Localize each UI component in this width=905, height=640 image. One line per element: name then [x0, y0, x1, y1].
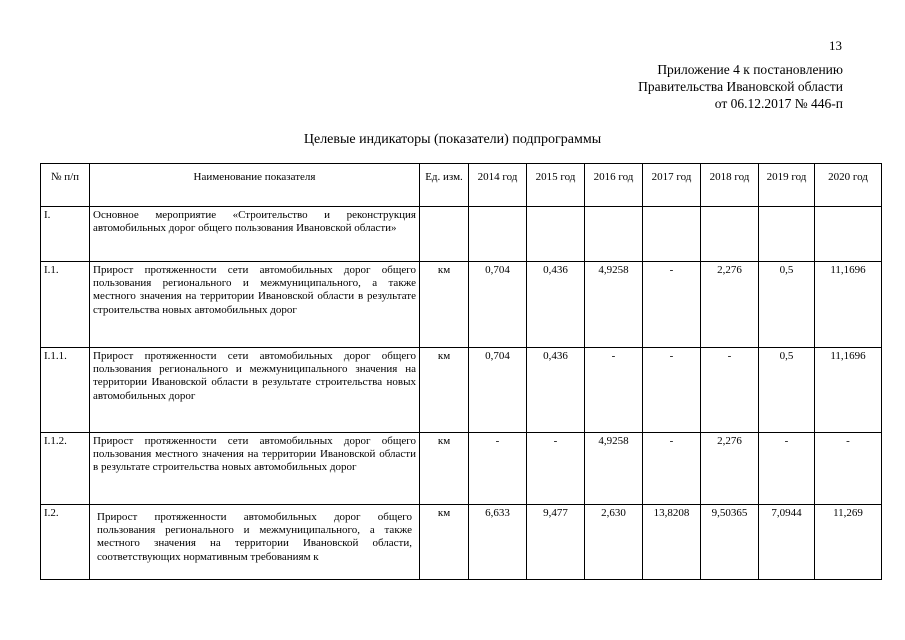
row-num: I.1.1.	[41, 348, 90, 433]
row-value: -	[643, 433, 701, 505]
page-number: 13	[829, 38, 842, 53]
header-name: Наименование показателя	[90, 164, 420, 207]
appendix-line-2: Правительства Ивановской области	[638, 79, 843, 94]
row-unit	[420, 207, 469, 262]
table-row	[41, 207, 882, 262]
table-row	[41, 262, 882, 348]
row-value: -	[643, 262, 701, 348]
row-value	[815, 207, 882, 262]
table-header-row	[41, 164, 882, 207]
row-value: -	[759, 433, 815, 505]
row-value	[759, 207, 815, 262]
table-row	[41, 433, 882, 505]
row-value	[585, 207, 643, 262]
row-value: 2,276	[701, 262, 759, 348]
row-value	[643, 207, 701, 262]
row-value: 0,704	[469, 348, 527, 433]
row-value: 2,630	[585, 505, 643, 580]
row-value: 4,9258	[585, 262, 643, 348]
row-name: Прирост протяженности сети автомобильных дорог общего пользования местного значения на территории Ивановской области в результате строительства новых автомобильных дорог	[90, 433, 420, 505]
row-value: -	[643, 348, 701, 433]
row-unit: км	[420, 505, 469, 580]
row-value: 11,269	[815, 505, 882, 580]
row-value: 0,704	[469, 262, 527, 348]
row-value: 9,477	[527, 505, 585, 580]
header-year: 2020 год	[815, 164, 882, 207]
row-value	[527, 207, 585, 262]
row-value: 11,1696	[815, 262, 882, 348]
row-name: Прирост протяженности сети автомобильных дорог общего пользования регионального и межмуниципального значения на территории Ивановской области в результате строительства новых автомобильных дорог	[90, 348, 420, 433]
row-value: 13,8208	[643, 505, 701, 580]
row-value: 0,436	[527, 262, 585, 348]
appendix-line-1: Приложение 4 к постановлению	[657, 62, 843, 77]
row-value: 0,5	[759, 348, 815, 433]
header-unit: Ед. изм.	[420, 164, 469, 207]
document-title: Целевые индикаторы (показатели) подпрограммы	[303, 132, 602, 147]
appendix-block	[638, 61, 843, 112]
row-unit: км	[420, 262, 469, 348]
row-value: 0,436	[527, 348, 585, 433]
table-row	[41, 505, 882, 580]
row-value: -	[815, 433, 882, 505]
row-value	[469, 207, 527, 262]
table-row	[41, 348, 882, 433]
row-num: I.1.	[41, 262, 90, 348]
row-value: -	[701, 348, 759, 433]
indicators-table	[40, 163, 882, 580]
row-name-cell	[90, 505, 420, 580]
appendix-line-3: от 06.12.2017 № 446-п	[714, 96, 843, 111]
header-num: № п/п	[41, 164, 90, 207]
row-num: I.2.	[41, 505, 90, 580]
row-value	[701, 207, 759, 262]
row-value: -	[469, 433, 527, 505]
header-year: 2015 год	[527, 164, 585, 207]
row-value: 7,0944	[759, 505, 815, 580]
row-value: -	[585, 348, 643, 433]
row-num: I.	[41, 207, 90, 262]
row-unit: км	[420, 348, 469, 433]
header-year: 2016 год	[585, 164, 643, 207]
header-year: 2018 год	[701, 164, 759, 207]
row-value: 11,1696	[815, 348, 882, 433]
header-year: 2014 год	[469, 164, 527, 207]
row-value: 2,276	[701, 433, 759, 505]
row-name: Прирост протяженности автомобильных дорог общего пользования регионального и межмуниципального, а также местного значения на территории Ивановской области, соответствующих нормативным требованиям к	[97, 511, 412, 563]
row-value: 6,633	[469, 505, 527, 580]
row-name: Прирост протяженности сети автомобильных дорог общего пользования регионального и межмуниципального, а также местного значения на территории Ивановской области в результате строительства новых автомобильных дорог	[90, 262, 420, 348]
row-value: 9,50365	[701, 505, 759, 580]
row-unit: км	[420, 433, 469, 505]
row-value: 0,5	[759, 262, 815, 348]
header-year: 2017 год	[643, 164, 701, 207]
row-value: 4,9258	[585, 433, 643, 505]
row-value: -	[527, 433, 585, 505]
row-num: I.1.2.	[41, 433, 90, 505]
row-name: Основное мероприятие «Строительство и реконструкция автомобильных дорог общего пользования Ивановской области»	[90, 207, 420, 262]
header-year: 2019 год	[759, 164, 815, 207]
